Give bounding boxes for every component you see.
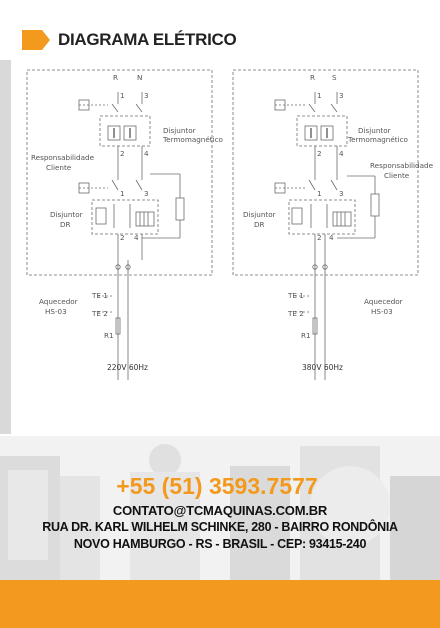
sensor-te1: TE 1: [92, 291, 108, 300]
dr-terminal-bottom-3: 2: [317, 233, 322, 242]
diagram-380v-text: [243, 73, 434, 372]
responsibility-label-4: Cliente: [384, 171, 410, 180]
dr-terminal-bottom-2: 4: [134, 233, 139, 242]
dr-terminal-top-3: 1: [317, 189, 322, 198]
responsibility-box: [27, 70, 212, 275]
phone-number[interactable]: +55 (51) 3593.7577: [116, 473, 318, 499]
dr-label-2: DR: [60, 220, 71, 229]
dr-terminal-top-4: 3: [339, 189, 344, 198]
terminal-mid-2: 4: [144, 149, 149, 158]
dr-terminal-bottom-1: 2: [120, 233, 125, 242]
frequency-220: 220V 60Hz: [107, 363, 148, 372]
page-title: DIAGRAMA ELÉTRICO: [58, 30, 237, 49]
email-address[interactable]: CONTATO@TCMAQUINAS.COM.BR: [112, 503, 328, 518]
dr-terminal-bottom-4: 4: [329, 233, 334, 242]
heater-label-2: HS-03: [45, 307, 67, 316]
dr-terminal-top-2: 3: [144, 189, 149, 198]
dr-coil-2: [333, 212, 351, 226]
dr-label-1: Disjuntor: [50, 210, 83, 219]
heater-label-1: Aquecedor: [39, 297, 78, 306]
test-resistor: [176, 198, 184, 220]
breaker-label-4: Termomagnético: [348, 135, 408, 144]
phase-1: R: [113, 73, 118, 82]
dr-label-4: DR: [254, 220, 265, 229]
dr-coil: [136, 212, 154, 226]
orange-tab-icon: [22, 30, 50, 50]
terminal-mid-1: 2: [120, 149, 125, 158]
sensor-te2: TE 2: [92, 309, 108, 318]
heater-label-4: HS-03: [371, 307, 393, 316]
terminal-top-3: 1: [317, 91, 322, 100]
breaker-label-2: Termomagnético: [163, 135, 223, 144]
heater-label-3: Aquecedor: [364, 297, 403, 306]
sensor-te1-2: TE 1: [288, 291, 304, 300]
terminal-top-2: 3: [144, 91, 149, 100]
phase-2: N: [137, 73, 143, 82]
terminal-top-4: 3: [339, 91, 344, 100]
responsibility-label-1: Responsabilidade: [31, 153, 95, 162]
wiring-diagrams: [0, 60, 440, 380]
dr-terminal-top-1: 1: [120, 189, 125, 198]
phase-3: R: [310, 73, 315, 82]
address-line-1: RUA DR. KARL WILHELM SCHINKE, 280 - BAIRRO RONDÔNIA: [42, 520, 398, 534]
dr-label-3: Disjuntor: [243, 210, 276, 219]
footer-bar: [0, 580, 440, 628]
address-line-2: NOVO HAMBURGO - RS - BRASIL - CEP: 93415-240: [73, 537, 367, 551]
responsibility-label-3: Responsabilidade: [370, 161, 434, 170]
sensor-r1: R1: [104, 331, 114, 340]
contact-block: [0, 472, 440, 553]
sensor-te2-2: TE 2: [288, 309, 304, 318]
diagram-220v: [27, 70, 212, 380]
diagram-220v-text: [31, 73, 223, 372]
terminal-top-1: 1: [120, 91, 125, 100]
frequency-380: 380V 60Hz: [302, 363, 343, 372]
breaker-label-1: Disjuntor: [163, 126, 196, 135]
terminal-mid-3: 2: [317, 149, 322, 158]
breaker-box: [100, 116, 150, 146]
breaker-label-3: Disjuntor: [358, 126, 391, 135]
sensor-r1-2: R1: [301, 331, 311, 340]
section-header: [22, 30, 236, 50]
test-resistor-2: [371, 194, 379, 216]
phase-4: S: [332, 73, 337, 82]
responsibility-label-2: Cliente: [46, 163, 72, 172]
terminal-mid-4: 4: [339, 149, 344, 158]
breaker-box-2: [297, 116, 347, 146]
